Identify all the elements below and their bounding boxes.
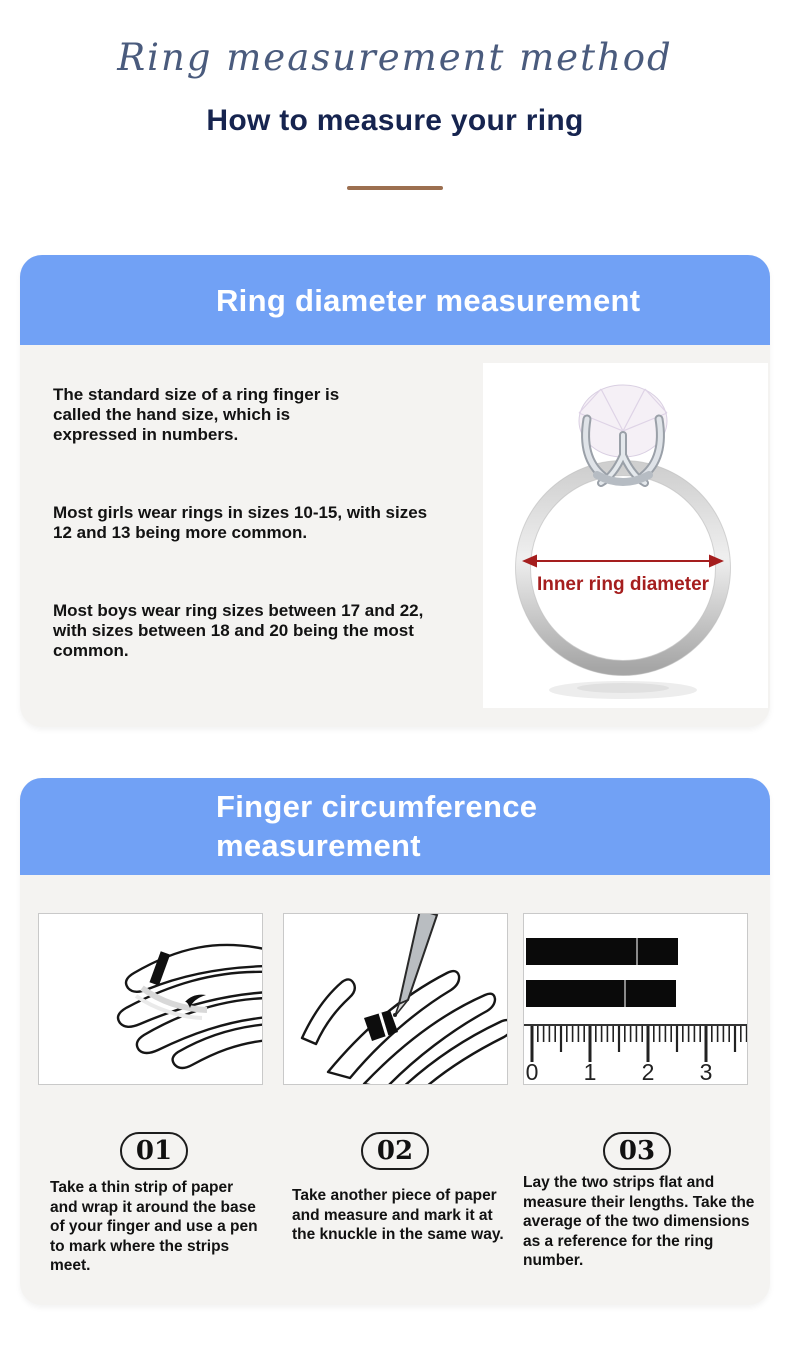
script-title: Ring measurement method	[117, 36, 673, 79]
ruler-label-0: 0	[525, 1059, 539, 1084]
diameter-paragraph-1: The standard size of a ring finger is called the hand size, which is expressed in numbers.	[53, 385, 340, 444]
step2-number-badge	[361, 1132, 429, 1170]
ruler-label-1: 1	[583, 1059, 597, 1084]
circumference-card-title-line1: Finger circumference	[216, 789, 538, 824]
hand-with-paper-strip-icon	[39, 914, 262, 1084]
hand-with-pen-icon	[284, 914, 507, 1084]
step2-illustration	[283, 913, 508, 1085]
ring-diagram-icon	[483, 363, 768, 708]
step1-text: Take a thin strip of paper and wrap it around the base of your finger and use a pen to mark where the strips meet.	[50, 1179, 258, 1274]
ring-photo	[483, 363, 768, 708]
step3-text: Lay the two strips flat and measure their lengths. Take the average of the two dimensions as a reference for the ring number.	[523, 1174, 755, 1269]
circumference-card-title-line2: measurement	[216, 828, 421, 863]
step2-number: 02	[376, 1136, 414, 1166]
circumference-card-header	[20, 778, 770, 875]
diameter-paragraph-3: Most boys wear ring sizes between 17 and 22, with sizes between 18 and 20 being the most common.	[53, 601, 424, 660]
step3-number-badge	[603, 1132, 671, 1170]
step1-illustration	[38, 913, 263, 1085]
ring-diameter-card-title: Ring diameter measurement	[216, 282, 641, 318]
ring-diameter-card-header	[20, 255, 770, 345]
inner-diameter-label: Inner ring diameter	[536, 574, 710, 595]
ring-diameter-card	[20, 255, 770, 727]
inner-diameter-arrow	[522, 555, 724, 596]
step2-text: Take another piece of paper and measure and mark it at the knuckle in the same way.	[292, 1187, 504, 1243]
ruler-label-2: 2	[641, 1059, 655, 1084]
step3-illustration	[523, 913, 748, 1085]
step1-number-badge	[120, 1132, 188, 1170]
ruler-label-3: 3	[699, 1059, 713, 1084]
page-title: How to measure your ring	[206, 104, 584, 137]
step1-number: 01	[135, 1136, 173, 1166]
ruler-with-strips-icon	[524, 914, 747, 1084]
diameter-paragraph-2: Most girls wear rings in sizes 10-15, with sizes 12 and 13 being more common.	[53, 503, 428, 542]
finger-circumference-card	[20, 778, 770, 1305]
title-divider	[347, 186, 443, 190]
step3-number: 03	[618, 1136, 656, 1166]
